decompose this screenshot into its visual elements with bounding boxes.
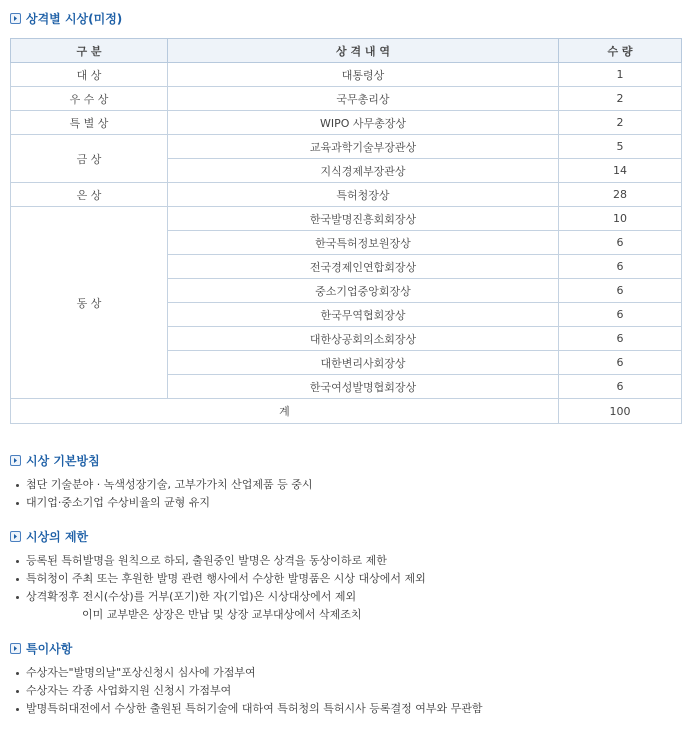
- section-title-special: [10, 640, 72, 656]
- table-row: [11, 111, 682, 135]
- total-label-cell: 계: [11, 399, 559, 424]
- special-list: [16, 664, 483, 718]
- award-name-cell: 대통령상: [168, 63, 559, 87]
- section-title-text: 특이사항: [26, 641, 73, 656]
- list-item: [16, 494, 313, 512]
- list-item: [16, 552, 426, 570]
- award-name-cell: 한국발명진흥회회장상: [168, 207, 559, 231]
- list-item: [16, 476, 313, 494]
- award-name-cell: 대한변리사회장상: [168, 351, 559, 375]
- quantity-cell: 6: [559, 303, 682, 327]
- list-item: [16, 588, 426, 606]
- bullet-dot-icon: [16, 578, 19, 581]
- category-cell: 특 별 상: [11, 111, 168, 135]
- award-name-cell: 특허청장상: [168, 183, 559, 207]
- award-name-cell: 지식경제부장관상: [168, 159, 559, 183]
- bullet-dot-icon: [16, 672, 19, 675]
- table-row: [11, 207, 682, 231]
- list-item-text: 발명특허대전에서 수상한 출원된 특허기술에 대하여 특허청의 특허시사 등록결정 여부와 무관함: [26, 702, 483, 715]
- list-item: [16, 682, 483, 700]
- section-bullet-icon: [10, 455, 21, 466]
- section-title-policy: [10, 452, 100, 468]
- bullet-dot-icon: [16, 596, 19, 599]
- list-item-note: [16, 606, 426, 624]
- section-title-text: 상격별 시상(미정): [26, 11, 123, 26]
- header-award-detail: 상 격 내 역: [168, 39, 559, 63]
- bullet-dot-icon: [16, 690, 19, 693]
- quantity-cell: 1: [559, 63, 682, 87]
- quantity-cell: 6: [559, 231, 682, 255]
- award-name-cell: 대한상공회의소회장상: [168, 327, 559, 351]
- list-item-text: 상격확정후 전시(수상)를 거부(포기)한 자(기업)은 시상대상에서 제외: [26, 590, 357, 603]
- bullet-dot-icon: [16, 560, 19, 563]
- header-quantity: 수 량: [559, 39, 682, 63]
- table-row: [11, 87, 682, 111]
- quantity-cell: 6: [559, 279, 682, 303]
- section-title-limits: [10, 528, 88, 544]
- section-title-awards: [10, 10, 122, 26]
- quantity-cell: 2: [559, 87, 682, 111]
- limits-list: [16, 552, 426, 624]
- section-bullet-icon: [10, 643, 21, 654]
- section-title-text: 시상 기본방침: [26, 453, 100, 468]
- list-item: [16, 570, 426, 588]
- quantity-cell: 6: [559, 255, 682, 279]
- list-item-text: 특허청이 주최 또는 후원한 발명 관련 행사에서 수상한 발명품은 시상 대상에서 제외: [26, 572, 426, 585]
- quantity-cell: 10: [559, 207, 682, 231]
- table-row: [11, 63, 682, 87]
- award-name-cell: 한국특허정보원장상: [168, 231, 559, 255]
- award-name-cell: 한국여성발명협회장상: [168, 375, 559, 399]
- quantity-cell: 28: [559, 183, 682, 207]
- category-cell: 은 상: [11, 183, 168, 207]
- category-cell: 대 상: [11, 63, 168, 87]
- list-item-text: 등록된 특허발명을 원칙으로 하되, 출원중인 발명은 상격을 동상이하로 제한: [26, 554, 387, 567]
- list-item: [16, 664, 483, 682]
- list-item-text: 첨단 기술분야 · 녹색성장기술, 고부가가치 산업제품 등 중시: [26, 478, 313, 491]
- bullet-dot-icon: [16, 484, 19, 487]
- category-cell: 금 상: [11, 135, 168, 183]
- section-bullet-icon: [10, 13, 21, 24]
- quantity-cell: 6: [559, 327, 682, 351]
- total-quantity-cell: 100: [559, 399, 682, 424]
- list-item-text: 수상자는 각종 사업화지원 신청시 가점부여: [26, 684, 232, 697]
- quantity-cell: 5: [559, 135, 682, 159]
- award-name-cell: 교육과학기술부장관상: [168, 135, 559, 159]
- list-item-text: 수상자는"발명의날"포상신청시 심사에 가점부여: [26, 666, 256, 679]
- policy-list: [16, 476, 313, 512]
- award-name-cell: 중소기업중앙회장상: [168, 279, 559, 303]
- section-title-text: 시상의 제한: [26, 529, 89, 544]
- section-bullet-icon: [10, 531, 21, 542]
- category-cell: 동 상: [11, 207, 168, 399]
- award-name-cell: 국무총리상: [168, 87, 559, 111]
- list-item-text: 대기업·중소기업 수상비율의 균형 유지: [26, 496, 211, 509]
- award-name-cell: 한국무역협회장상: [168, 303, 559, 327]
- table-header-row: [11, 39, 682, 63]
- table-total-row: [11, 399, 682, 424]
- quantity-cell: 2: [559, 111, 682, 135]
- quantity-cell: 6: [559, 351, 682, 375]
- awards-table: [10, 38, 682, 424]
- quantity-cell: 6: [559, 375, 682, 399]
- header-category: 구 분: [11, 39, 168, 63]
- list-item: [16, 700, 483, 718]
- award-name-cell: WIPO 사무총장상: [168, 111, 559, 135]
- award-name-cell: 전국경제인연합회장상: [168, 255, 559, 279]
- table-row: [11, 135, 682, 159]
- bullet-dot-icon: [16, 502, 19, 505]
- bullet-dot-icon: [16, 708, 19, 711]
- quantity-cell: 14: [559, 159, 682, 183]
- category-cell: 우 수 상: [11, 87, 168, 111]
- list-item-text: 이미 교부받은 상장은 반납 및 상장 교부대상에서 삭제조치: [82, 608, 362, 621]
- table-row: [11, 183, 682, 207]
